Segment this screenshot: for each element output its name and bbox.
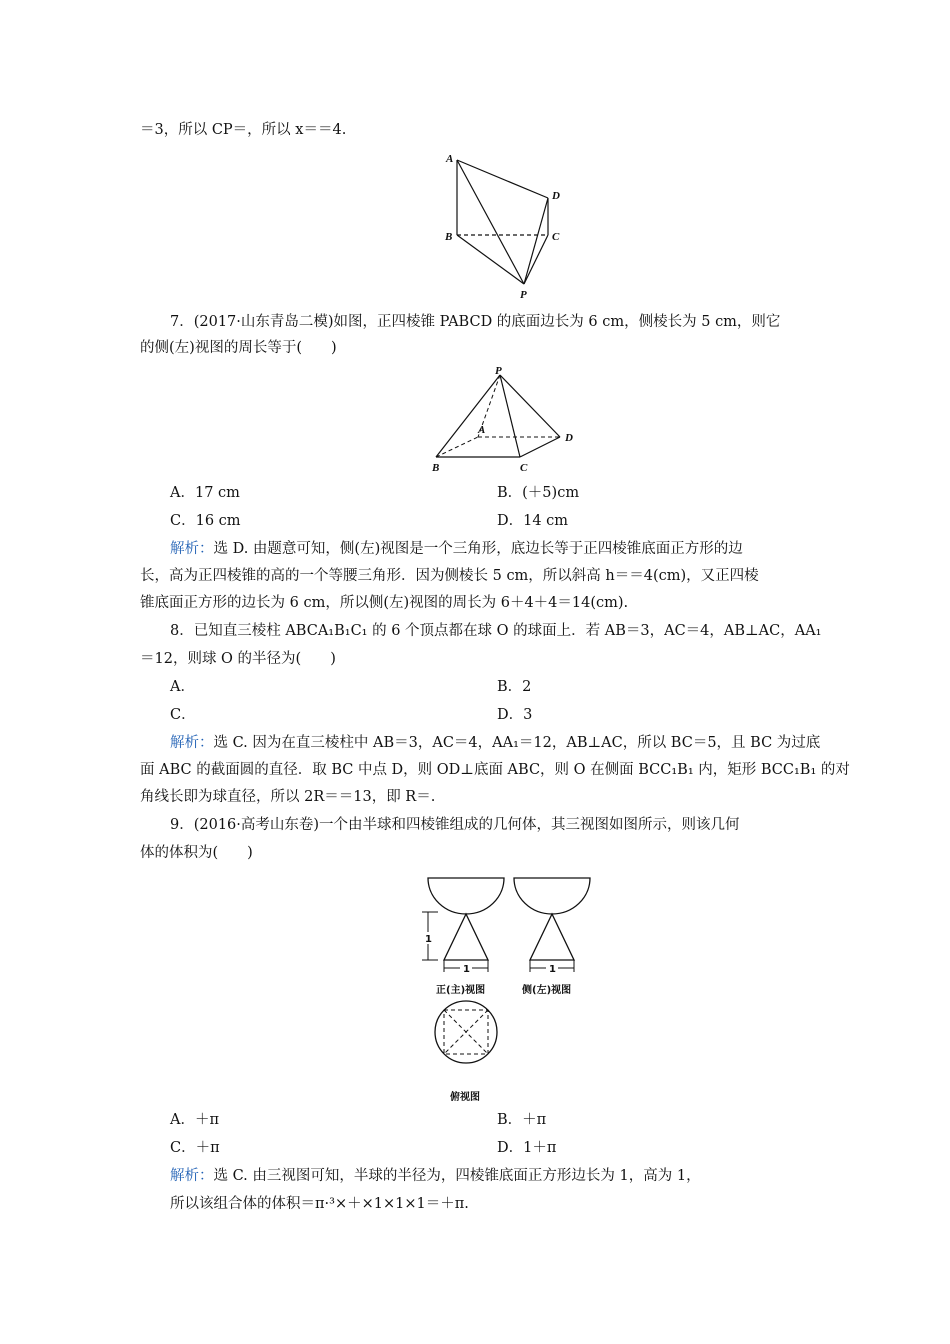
- edge-cd: [520, 437, 560, 457]
- edge-pb: [436, 375, 500, 457]
- q9-analysis-text1: 选 C. 由三视图可知，半球的半径为，四棱锥底面正方形边长为 1，高为 1，: [213, 1168, 701, 1184]
- figure-three-views: [408, 872, 613, 1108]
- q8-analysis-label: 解析：: [170, 735, 214, 751]
- label-a: A: [446, 153, 454, 165]
- q7-analysis-line1: [170, 539, 743, 559]
- front-view-caption: 正(主)视图: [436, 985, 486, 996]
- side-view-pyramid: [530, 914, 574, 960]
- q7-analysis-line3: 锥底面正方形的边长为 6 cm，所以侧(左)视图的周长为 6＋4＋4＝14(cm).: [140, 595, 629, 611]
- q9-option-b: B．＋π: [497, 1112, 547, 1128]
- q9-analysis-line1: [170, 1166, 701, 1186]
- q8-line2: ＝12，则球 O 的半径为( ): [140, 651, 336, 667]
- label-d: D: [552, 190, 560, 202]
- label-p: P: [520, 289, 527, 300]
- edge-pd: [500, 375, 560, 437]
- q7-analysis-text1: 选 D. 由题意可知，侧(左)视图是一个三角形，底边长等于正四棱锥底面正方形的边: [213, 541, 743, 557]
- q7-option-b: B．(＋5)cm: [497, 485, 580, 501]
- q7-analysis-line2: 长，高为正四棱锥的高的一个等腰三角形．因为侧棱长 5 cm，所以斜高 h＝＝4(cm)，又正四棱: [140, 568, 759, 584]
- q9-option-a: A．＋π: [170, 1112, 220, 1128]
- q9-option-c: C．＋π: [170, 1140, 220, 1156]
- edge-ap: [457, 160, 524, 284]
- q8-option-b: B．2: [497, 679, 532, 695]
- q8-analysis-text1: 选 C. 因为在直三棱柱中 AB＝3，AC＝4，AA₁＝12，AB⊥AC，所以 BC＝5，且 BC 为过底: [213, 735, 821, 751]
- q7-option-d: D．14 cm: [497, 513, 569, 529]
- top-line: ＝3，所以 CP＝，所以 x＝＝4.: [140, 122, 347, 138]
- dim-height-label: 1: [425, 934, 432, 945]
- q7-line2: 的侧(左)视图的周长等于( ): [140, 340, 337, 356]
- edge-pc: [500, 375, 520, 457]
- label-c: C: [552, 231, 560, 243]
- front-view-pyramid: [444, 914, 488, 960]
- dim-front-width-label: 1: [463, 964, 470, 975]
- edge-ad: [457, 160, 548, 198]
- q8-line1: 8．已知直三棱柱 ABCA₁B₁C₁ 的 6 个顶点都在球 O 的球面上．若 AB＝3，AC＝4，AB⊥AC，AA₁: [170, 623, 822, 639]
- q7-line1: 7．(2017·山东青岛二模)如图，正四棱锥 PABCD 的底面边长为 6 cm，侧棱长为 5 cm，则它: [170, 314, 781, 330]
- label-d: D: [565, 432, 573, 444]
- side-view-hemisphere: [514, 878, 590, 914]
- edge-ba-hidden: [436, 437, 478, 457]
- q8-option-a: A．: [170, 679, 195, 695]
- q8-analysis-line3: 角线长即为球直径，所以 2R＝＝13，即 R＝.: [140, 789, 436, 805]
- q7-option-c: C．16 cm: [170, 513, 241, 529]
- label-b: B: [445, 231, 453, 243]
- edge-bp: [457, 235, 524, 284]
- front-view-hemisphere: [428, 878, 504, 914]
- top-view-caption: 俯视图: [450, 1092, 480, 1103]
- figure-pyramid-abcdp: [440, 148, 570, 300]
- label-p: P: [495, 365, 502, 377]
- q8-analysis-line1: [170, 733, 820, 753]
- q9-line2: 体的体积为( ): [140, 845, 253, 861]
- figure-pyramid-pabcd: [428, 363, 588, 479]
- q8-option-c: C．: [170, 707, 196, 723]
- side-view-caption: 侧(左)视图: [522, 985, 572, 996]
- q7-analysis-label: 解析：: [170, 541, 214, 557]
- label-b: B: [432, 462, 440, 474]
- q7-option-a: A．17 cm: [170, 485, 240, 501]
- q9-line1: 9．(2016·高考山东卷)一个由半球和四棱锥组成的几何体，其三视图如图所示，则该几何: [170, 817, 740, 833]
- label-c: C: [520, 462, 528, 474]
- dim-side-width-label: 1: [549, 964, 556, 975]
- q8-option-d: D．3: [497, 707, 533, 723]
- q9-option-d: D．1＋π: [497, 1140, 557, 1156]
- q9-analysis-label: 解析：: [170, 1168, 214, 1184]
- label-a: A: [478, 424, 486, 436]
- q9-analysis-line2: 所以该组合体的体积＝π·³×＋×1×1×1＝＋π.: [170, 1196, 469, 1212]
- q8-analysis-line2: 面 ABC 的截面圆的直径．取 BC 中点 D，则 OD⊥底面 ABC，则 O 在侧面 BCC₁B₁ 内，矩形 BCC₁B₁ 的对: [140, 762, 850, 778]
